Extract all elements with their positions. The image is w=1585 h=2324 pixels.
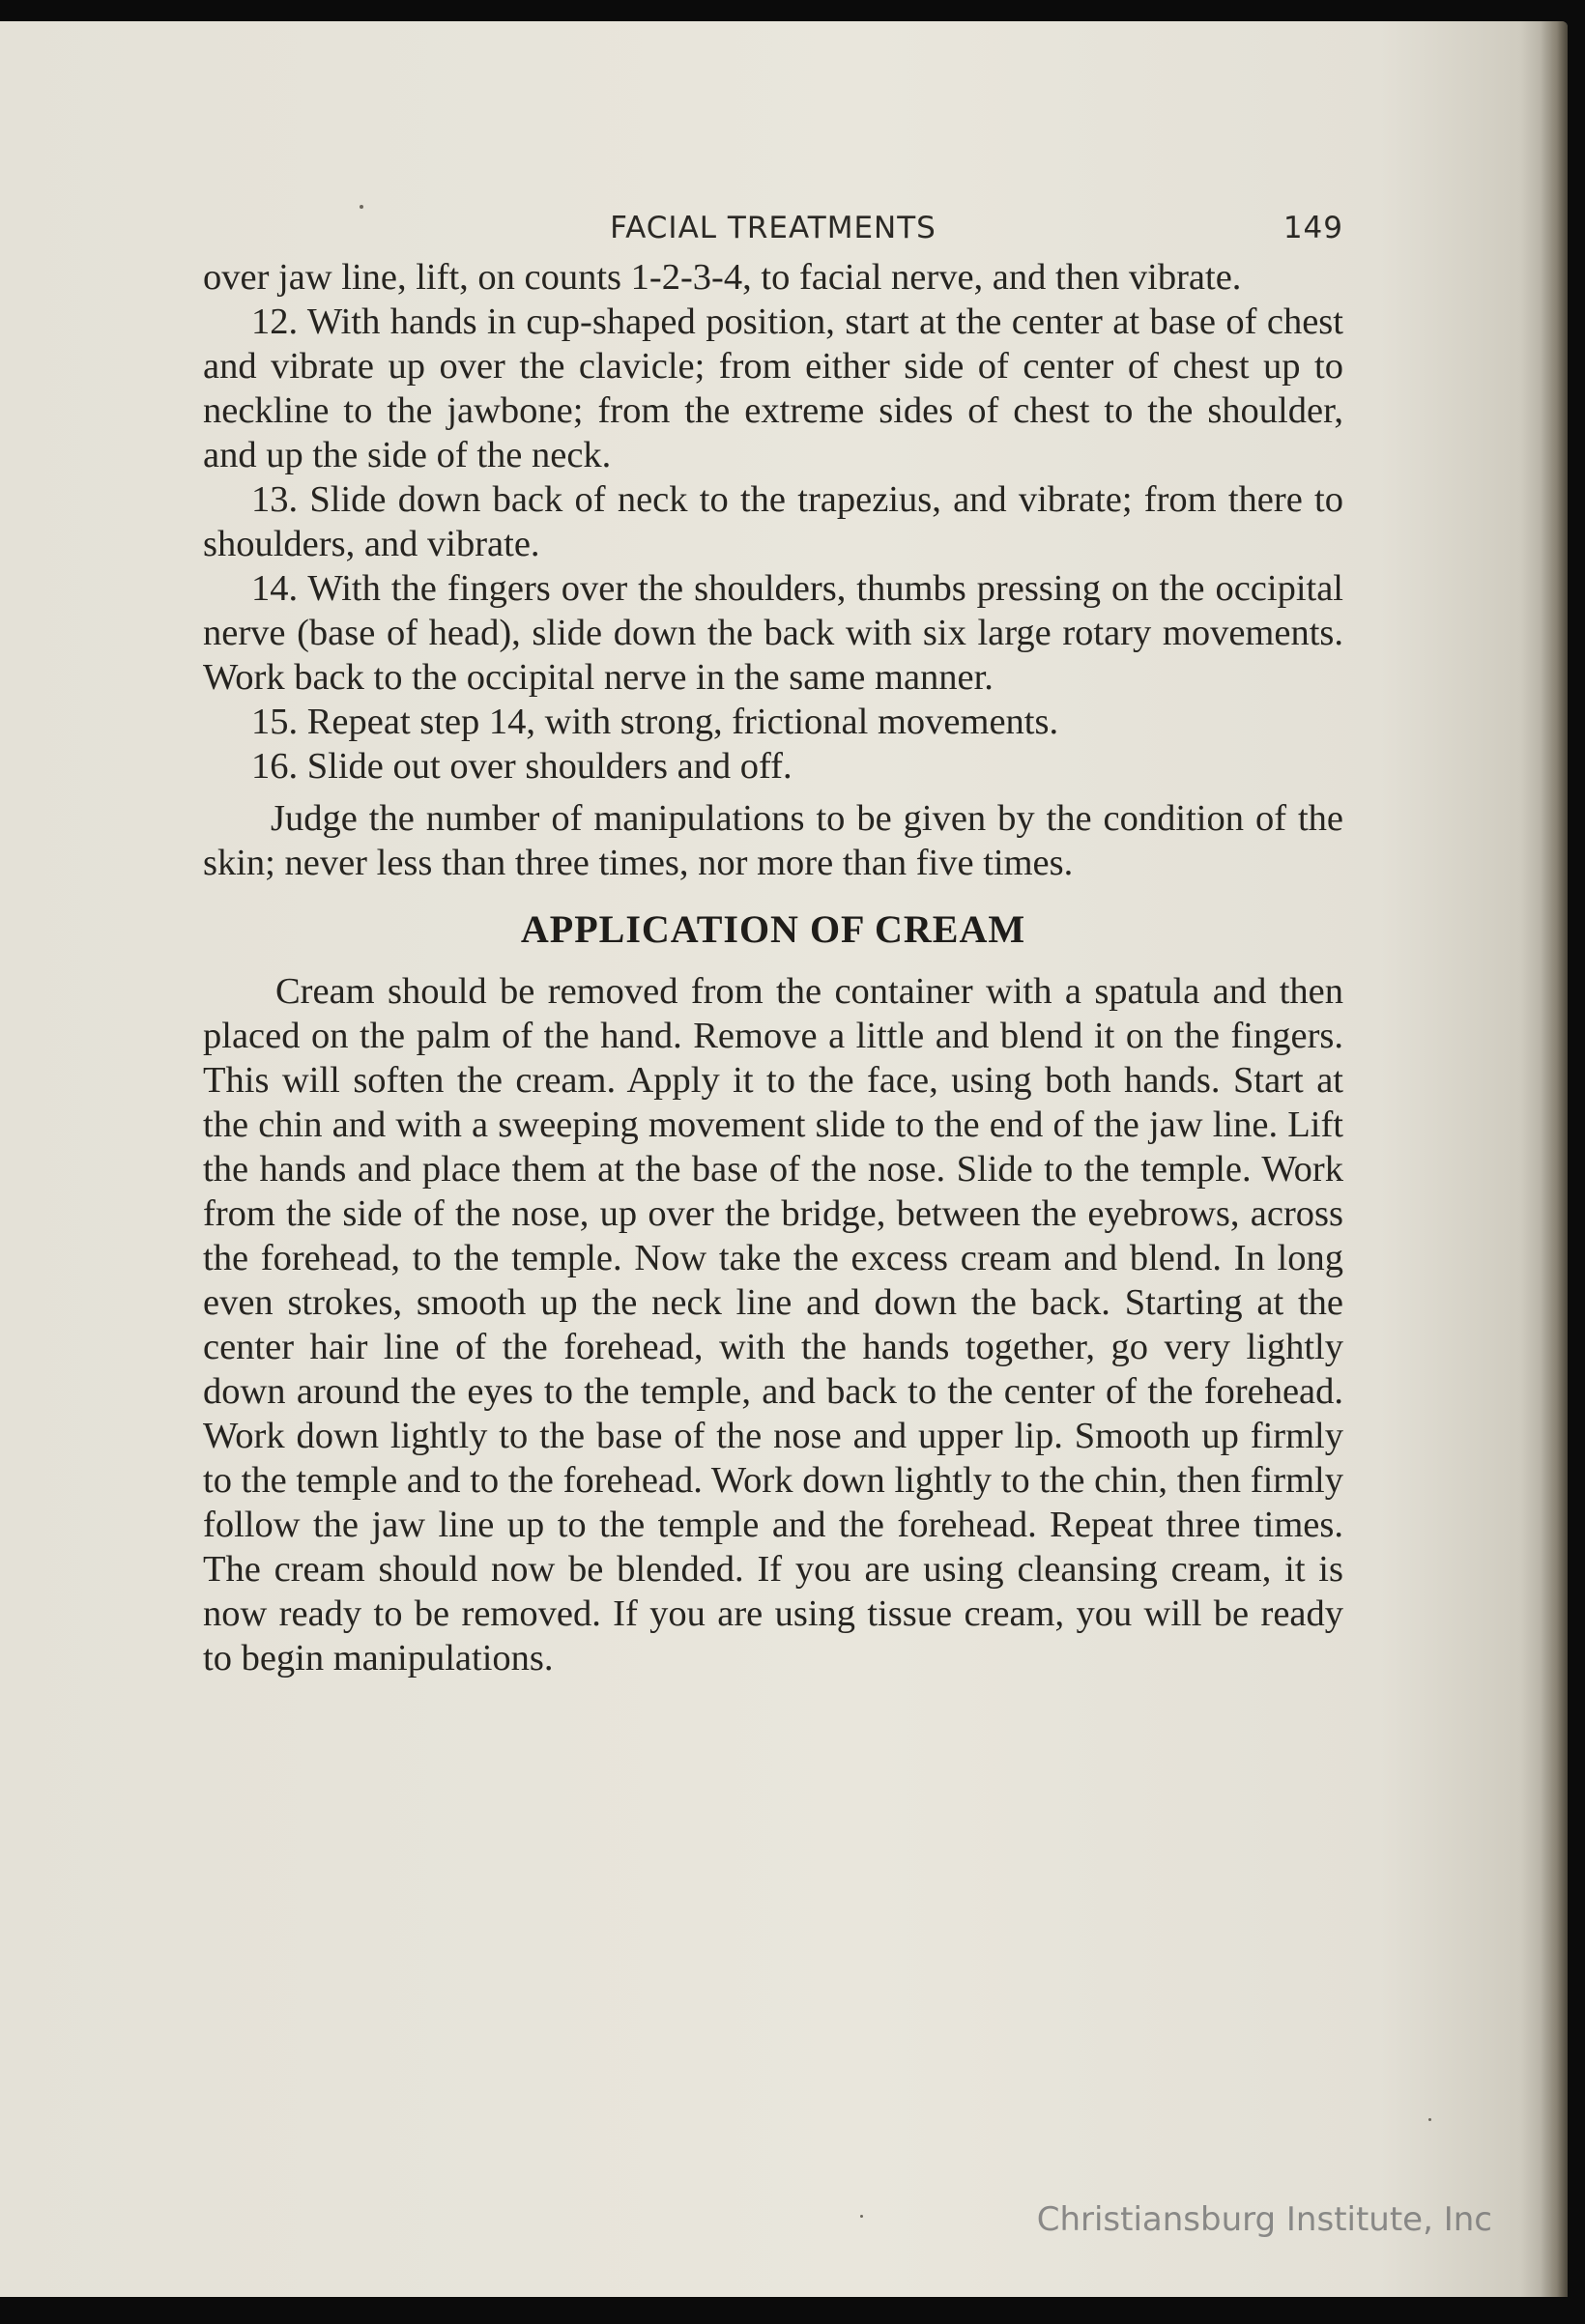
page-edge-shadow <box>1541 21 1568 2297</box>
paper-speck <box>860 2215 863 2218</box>
step-continuation: over jaw line, lift, on counts 1-2-3-4, to facial nerve, and then vibrate. <box>203 257 1242 298</box>
page-number: 149 <box>1282 211 1343 245</box>
step-16: 16. Slide out over shoulders and off. <box>251 746 792 787</box>
section-heading: APPLICATION OF CREAM <box>520 907 1026 951</box>
step-15: 15. Repeat step 14, with strong, frictional movements. <box>251 702 1059 742</box>
watermark: Christiansburg Institute, Inc <box>1036 2200 1492 2239</box>
cream-paragraph: Cream should be removed from the container with a spatula and then placed on the palm of the hand. Remove a little and blend it on the fingers. This will soften the cream. Apply it to the face, using both hands. Start at the chin and with a sweeping movement slide to the end of the jaw line. Lift the hands and place them at the base of the nose. Slide to the temple. Work from the side of the nose, up over the bridge, between the eyebrows, across the forehead, to the temple. Now take the excess cream and blend. In long even strokes, smooth up the neck line and down the back. Starting at the center hair line of the forehead, with the hands together, go very lightly down around the eyes to the temple, and back to the center of the forehead. Work down lightly to the base of the nose and upper lip. Smooth up firmly to the temple and to the forehead. Work down lightly to the chin, then firmly follow the jaw line up to the temple and the forehead. Repeat three times. The cream should now be blended. If you are using cleansing cream, it is now ready to be removed. If you are using tissue cream, you will be ready to begin manipulations. <box>203 971 1343 1678</box>
running-title: FACIAL TREATMENTS <box>610 211 937 245</box>
cream-section <box>203 969 1343 1680</box>
step-12: 12. With hands in cup-shaped position, start at the center at base of chest and vibrate up over the clavicle; from either side of center of chest up to neckline to the jawbone; from the extreme sides of chest to the shoulder, and up the side of the neck. <box>203 301 1343 475</box>
page-content <box>203 205 1343 1680</box>
paper-speck <box>1428 2118 1431 2121</box>
steps-section <box>203 255 1343 885</box>
step-13: 13. Slide down back of neck to the trapezius, and vibrate; from there to shoulders, and vibrate. <box>203 479 1343 564</box>
running-head <box>203 205 1343 255</box>
judge-note: Judge the number of manipulations to be given by the condition of the skin; never less than three times, nor more than five times. <box>203 798 1343 883</box>
step-14: 14. With the fingers over the shoulders, thumbs pressing on the occipital nerve (base of head), slide down the back with six large rotary movements. Work back to the occipital nerve in the same manner. <box>203 568 1343 698</box>
book-page <box>0 21 1568 2297</box>
